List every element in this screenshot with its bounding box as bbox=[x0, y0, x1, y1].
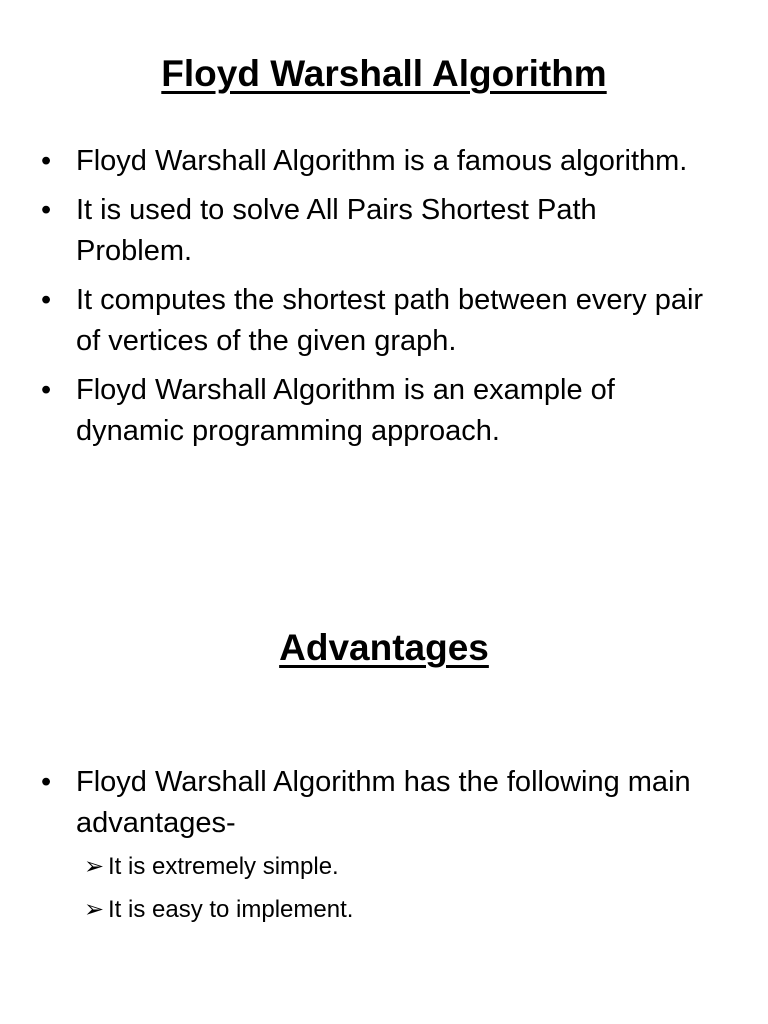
arrowhead-icon: ➢ bbox=[84, 853, 105, 880]
bullet-dot-icon: • bbox=[41, 374, 52, 406]
bullet-dot-icon: • bbox=[41, 766, 52, 798]
sub-list-item-text: It is easy to implement. bbox=[108, 896, 354, 923]
list-item-text: Floyd Warshall Algorithm is a famous algorithm. bbox=[76, 145, 688, 177]
section-title-advantages bbox=[0, 626, 768, 670]
advantages-sub-list bbox=[0, 851, 353, 937]
sub-list-item-text: It is extremely simple. bbox=[108, 853, 339, 880]
page-title bbox=[0, 52, 768, 96]
list-item-text: It computes the shortest path between every pair of vertices of the given graph. bbox=[76, 284, 704, 357]
bullet-dot-icon: • bbox=[41, 284, 52, 316]
arrowhead-icon: ➢ bbox=[84, 896, 105, 923]
sub-list-item bbox=[0, 851, 353, 883]
section-title-text: Advantages bbox=[279, 627, 489, 668]
list-item bbox=[0, 370, 720, 452]
bullet-dot-icon: • bbox=[41, 145, 52, 177]
intro-bullet-list bbox=[0, 141, 720, 460]
list-item-text: Floyd Warshall Algorithm has the following main advantages- bbox=[76, 766, 691, 839]
list-item-text: Floyd Warshall Algorithm is an example of dynamic programming approach. bbox=[76, 374, 615, 447]
list-item bbox=[0, 190, 720, 272]
list-item-text: It is used to solve All Pairs Shortest Path Problem. bbox=[76, 194, 597, 267]
sub-list-item bbox=[0, 894, 353, 926]
page-title-text: Floyd Warshall Algorithm bbox=[161, 53, 607, 94]
list-item bbox=[0, 280, 720, 362]
advantages-bullet-list bbox=[0, 762, 720, 852]
list-item bbox=[0, 141, 720, 182]
bullet-dot-icon: • bbox=[41, 194, 52, 226]
list-item bbox=[0, 762, 720, 844]
